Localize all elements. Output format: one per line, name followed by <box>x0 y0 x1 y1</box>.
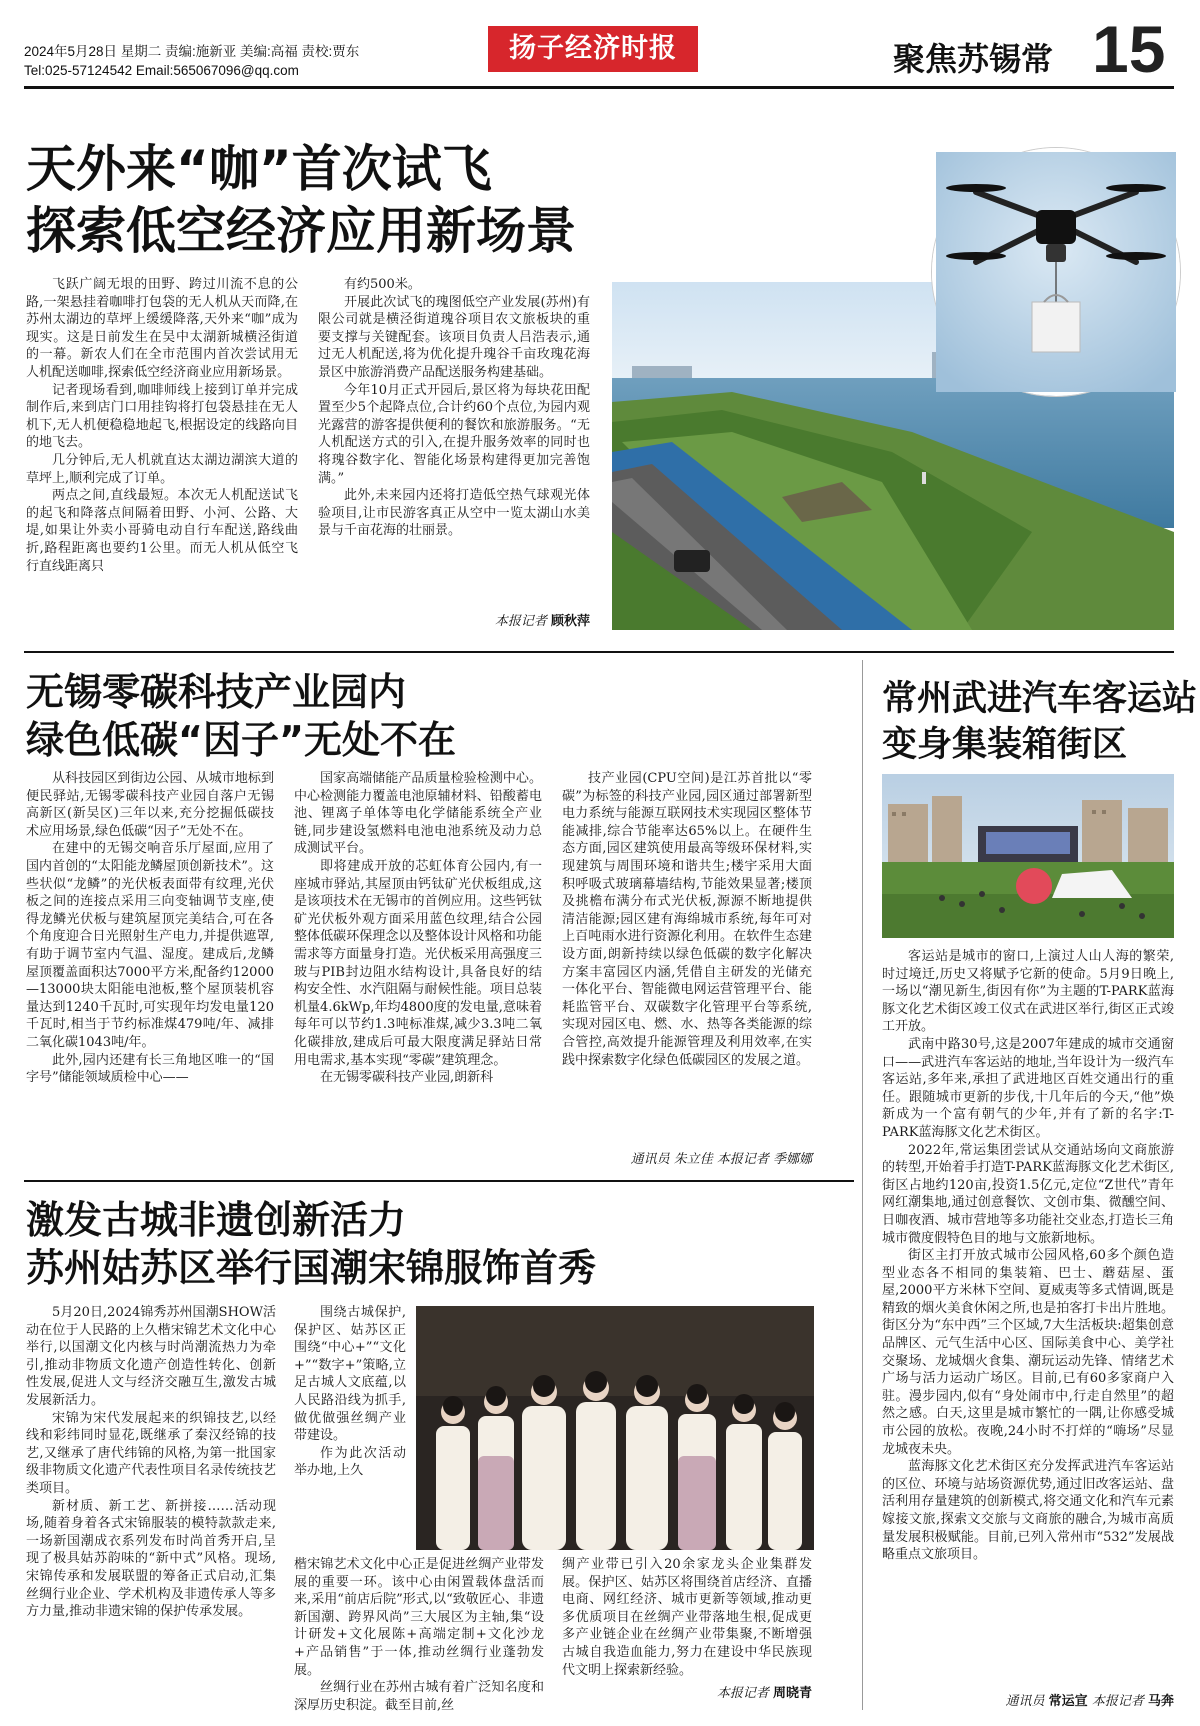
paragraph: 飞跃广阔无垠的田野、跨过川流不息的公路,一架悬挂着咖啡打包袋的无人机从天而降,在苏州太湖边的草坪上缓缓降落,天外来“咖”成为现实。这是日前发生在吴中太湖新城横泾街道的一幕。新农人们在全市范围内首次尝试用无人机配送咖啡,探索低空经济商业应用新场景。 <box>26 277 298 380</box>
byline-prefix: 本报记者 <box>1091 1694 1144 1709</box>
section-title: 聚焦苏锡常 <box>893 40 1054 78</box>
fashion-show-photo <box>416 1306 814 1550</box>
paragraph: 2022年,常运集团尝试从交通站场向文商旅游的转型,开始着手打造T-PARK蓝海豚文化艺术街区,街区占地约120亩,投资1.5亿元,定位“Z世代”青年网红潮集地,通过创意餐饮、文创市集、微醺空间、日咖夜酒、城市营地等多功能社交业态,打造长三角城市微度假特色目的地与文旅新地标。 <box>882 1142 1174 1246</box>
page-number: 15 <box>1092 12 1166 86</box>
byline-prefix: 本报记者 <box>494 614 547 629</box>
article4-column-2-top <box>294 1304 406 1554</box>
article2-headline-line2: 绿色低碳“因子”无处不在 <box>26 718 456 762</box>
article2-headline-line1: 无锡零碳科技产业园内 <box>26 670 407 714</box>
section-rule <box>24 651 1174 653</box>
paragraph: 围绕古城保护,保护区、姑苏区正围绕“中心+”“文化+”“数字+”策略,立足古城人文底蕴,以人民路沿线为抓手,做优做强丝绸产业带建设。 <box>294 1305 406 1444</box>
article1-column-1 <box>26 276 298 628</box>
article2-column-2 <box>294 770 542 1166</box>
paragraph: 蓝海豚文化艺术街区充分发挥武进汽车客运站的区位、环境与站场资源优势,通过旧改客运站、盘活利用存量建筑的创新模式,将交通文化和汽车元素嫁接文旅,探索文交旅与文商旅的融合,为城市高质量发展积极赋能。目前,已列入常州市“532”发展战略重点文旅项目。 <box>882 1459 1174 1563</box>
paragraph: 今年10月正式开园后,景区将为每块花田配置至少5个起降点位,合计约60个点位,为园内观光露营的游客提供便利的餐饮和旅游服务。“无人机配送方式的引入,在提升服务效率的同时也将瑰谷数字化、智能化场景构建得更加完善饱满。” <box>318 382 590 486</box>
header-rule <box>24 86 1174 89</box>
paragraph: 楷宋锦艺术文化中心正是促进丝绸产业带发展的重要一环。该中心由闲置载体盘活而来,采用“前店后院”形式,以“致敬匠心、非遗新国潮、跨界风尚”三大展区为主轴,集“设计研发+文化展陈+高端定制+文化沙龙+产品销售”于一体,推动丝绸行业蓬勃发展。 <box>294 1557 544 1678</box>
paragraph: 此外,园内还建有长三角地区唯一的“国字号”储能领域质检中心—— <box>26 1052 274 1086</box>
paragraph: 从科技园区到街边公园、从城市地标到便民驿站,无锡零碳科技产业园自落户无锡高新区(新吴区)三年以来,充分挖掘低碳技术应用场景,绿色低碳“因子”无处不在。 <box>26 771 274 839</box>
byline-name: 马奔 <box>1147 1694 1174 1709</box>
article2-column-1 <box>26 770 274 1166</box>
article4-column-1 <box>26 1304 276 1698</box>
paragraph: 客运站是城市的窗口,上演过人山人海的繁荣,时过境迁,历史又将赋予它新的使命。5月9日晚上,一场以“潮见新生,街因有你”为主题的T-PARK蓝海豚文化艺术街区竣工仪式在武进区举行,街区正式竣工开放。 <box>882 949 1174 1035</box>
article4-column-2-bottom <box>294 1556 544 1713</box>
paragraph: 街区主打开放式城市公园风格,60多个颜色造型业态各不相同的集装箱、巴士、蘑菇屋、蛋屋,2000平方米林下空间、夏威夷等多式情调,既是精致的烟火美食休闲之所,也是拍客打卡出片胜地。街区分为“东中西”三个区域,7大生活板块:超集创意品牌区、元气生活中心区、国际美食中心、美学社交聚场、龙城烟火食集、潮玩运动先锋、情绪艺术广场与活力运动广场区。目前,已有60多家商户入驻。漫步园内,似有“身处闹市中,行走自然里”的超然之感。白天,这里是城市繁忙的一隅,让你感受城市公园的放松。夜晚,24小时不打烊的“嗨场”尽显龙城夜未央。 <box>882 1248 1174 1457</box>
byline-name: 常运宣 <box>1048 1694 1088 1709</box>
article2-column-3 <box>562 770 812 1144</box>
article4-headline-line1: 激发古城非遗创新活力 <box>26 1198 407 1242</box>
paragraph: 有约500米。 <box>344 277 421 292</box>
paragraph: 绸产业带已引入20余家龙头企业集群发展。保护区、姑苏区将围绕首店经济、直播电商、网红经济、城市更新等领域,推动更多优质项目在丝绸产业带落地生根,促成更多产业链企业在丝绸产业带集聚,不断增强古城自我造血能力,努力在建设中华民族现代文明上探索新经验。 <box>562 1557 812 1678</box>
article2-byline: 通讯员 朱立佳 本报记者 季娜娜 <box>630 1152 812 1167</box>
article4-byline <box>562 1682 812 1701</box>
article1-byline <box>318 610 590 629</box>
paragraph: 两点之间,直线最短。本次无人机配送试飞的起飞和降落点间隔着田野、小河、公路、大堤,如果让外卖小哥骑电动自行车配送,路线曲折,路程距离也要约1公里。而无人机从低空飞行直线距离只 <box>26 488 298 574</box>
article4-column-3 <box>562 1556 812 1678</box>
column-divider <box>862 660 863 1710</box>
paragraph: 作为此次活动举办地,上久 <box>294 1445 406 1479</box>
paragraph: 在建中的无锡交响音乐厅屋面,应用了国内首创的“太阳能龙鳞屋顶创新技术”。这些状似“龙鳞”的光伏板表面带有纹理,光伏板之间的连接点采用三向变轴调节支座,使得龙鳞光伏板与建筑屋顶完美结合,可在各个角度迎合日光照射生产电力,并提供遮罩,有助于调节室内气温、湿度。建成后,龙鳞屋顶覆盖面积达7000平方米,配备约12000—13000块太阳能电池板,整个屋顶装机容量达到1240千瓦时,可实现年均发电量120千瓦时,相当于节约标准煤479吨/年、减排二氧化碳1043吨/年。 <box>26 841 274 1050</box>
paragraph: 此外,未来园内还将打造低空热气球观光体验项目,让市民游客真正从空中一览太湖山水美景与千亩花海的壮丽景。 <box>318 488 590 539</box>
article1-column-2 <box>318 276 590 606</box>
article3-headline-line2: 变身集装箱街区 <box>882 725 1128 765</box>
paragraph: 几分钟后,无人机就直达太湖边湖滨大道的草坪上,顺利完成了订单。 <box>26 452 298 486</box>
paragraph: 技产业园(CPU空间)是江苏首批以“零碳”为标签的科技产业园,园区通过部署新型电力系统与能源互联网技术实现园区整体节能减排,综合节能率达65%以上。在硬件生态方面,园区建筑使用最高等级环保材料,实现建筑与周围环境和谐共生;楼宇采用大面积呼吸式玻璃幕墙结构,节能效果显著;楼顶及挑檐布满分布式光伏板,源源不断地提供清洁能源;园区建有海绵城市系统,每年可对上百吨雨水进行资源化利用。在软件生态建设方面,朗新持续以绿色低碳的数字化解决方案丰富园区内涵,凭借自主研发的光储充一体化平台、智能微电网运营管理平台、能耗监管平台、双碳数字化管理平台等系统,实现对园区电、燃、水、热等各类能源的综合管控,高效提升能源管理及利用效率,在实践中探索数字化绿色低碳园区的发展之道。 <box>562 771 812 1068</box>
paragraph: 宋锦为宋代发展起来的织锦技艺,以经线和彩纬同时显花,既继承了秦汉经锦的技艺,又继承了唐代纬锦的风格,为第一批国家级非物质文化遗产代表性项目名录传统技艺类项目。 <box>26 1410 276 1496</box>
container-street-photo <box>882 774 1174 938</box>
paragraph: 记者现场看到,咖啡师线上接到订单并完成制作后,来到店门口用挂钩将打包袋悬挂在无人机下,无人机便稳稳地起飞,根据设定的线路向目的地飞去。 <box>26 382 298 451</box>
byline-prefix: 通讯员 <box>1005 1694 1045 1709</box>
article1-headline-line2: 探索低空经济应用新场景 <box>26 202 576 260</box>
paragraph: 5月20日,2024锦秀苏州国潮SHOW活动在位于人民路的上久楷宋锦艺术文化中心举行,以国潮文化内核与时尚潮流热力为牵引,推动非物质文化遗产创造性转化、创新性发展,促进人文与经济交融互生,激发古城发展新活力。 <box>26 1305 276 1408</box>
paragraph: 国家高端储能产品质量检验检测中心。中心检测能力覆盖电池原辅材料、铅酸蓄电池、锂离子单体等电化学储能系统全产业链,同步建设氢燃料电池电池系统及动力总成测试平台。 <box>294 771 542 857</box>
paragraph: 丝绸行业在苏州古城有着广泛知名度和深厚历史积淀。截至目前,丝 <box>294 1680 544 1713</box>
article1-headline-line1: 天外来“咖”首次试飞 <box>26 140 492 198</box>
paragraph: 即将建成开放的芯虹体育公园内,有一座城市驿站,其屋顶由钙钛矿光伏板组成,这是该项技术在无锡市的首例应用。这些钙钛矿光伏板外观方面采用蓝色纹理,结合公园整体低碳环保理念以及整体设计风格和功能需求等方面量身打造。光伏板采用高强度三玻与PIB封边阻水结构设计,具备良好的结构安全性、水汽阻隔与耐候性能。项目总装机量4.6kWp,年均4800度的发电量,意味着每年可以节约1.3吨标准煤,减少3.3吨二氧化碳排放,建成后可最大限度满足驿站日常用电需求,基本实现“零碳”建筑理念。 <box>294 858 542 1068</box>
article3-headline-line1: 常州武进汽车客运站 <box>882 679 1198 719</box>
byline-name: 顾秋萍 <box>550 614 590 629</box>
paragraph: 新材质、新工艺、新拼接……活动现场,随着身着各式宋锦服装的模特款款走来,一场新国潮成衣系列发布时尚首秀开启,呈现了极具姑苏韵味的“新中式”风格。现场,宋锦传承和发展联盟的筹备正式启动,汇集丝绸行业企业、学术机构及非遗传承人等多方力量,推动非遗宋锦的保护传承发展。 <box>26 1498 276 1620</box>
header-contact: Tel:025-57124542 Email:565067096@qq.com <box>24 63 299 78</box>
article3-column <box>882 948 1174 1678</box>
paragraph: 在无锡零碳科技产业园,朗新科 <box>320 1070 494 1086</box>
paragraph: 武南中路30号,这是2007年建成的城市交通窗口——武进汽车客运站的地址,当年设计为一级汽车客运站,多年来,承担了武进地区百姓交通出行的重任。跟随城市更新的步伐,十几年后的今天,“他”焕新成为一个富有朝气的少年,并有了新的名字:T-PARK蓝海豚文化艺术街区。 <box>882 1036 1174 1140</box>
byline-name: 周晓青 <box>772 1686 812 1701</box>
section-rule <box>24 1180 854 1182</box>
article4-headline-line2: 苏州姑苏区举行国潮宋锦服饰首秀 <box>26 1246 597 1290</box>
masthead-logo: 扬子经济时报 <box>488 26 698 72</box>
article3-byline <box>882 1690 1174 1709</box>
header-meta <box>24 42 359 80</box>
header-date-editors: 2024年5月28日 星期二 责编:施新亚 美编:高福 责校:贾东 <box>24 44 360 59</box>
drone-photo <box>932 148 1180 396</box>
paragraph: 开展此次试飞的瑰图低空产业发展(苏州)有限公司就是横泾街道瑰谷项目农文旅板块的重要支撑与关键配套。该项目负责人吕浩表示,通过无人机配送,将为优化提升瑰谷千亩玫瑰花海景区中旅游消费产品配送服务构建基础。 <box>318 294 590 380</box>
byline-prefix: 本报记者 <box>716 1686 769 1701</box>
